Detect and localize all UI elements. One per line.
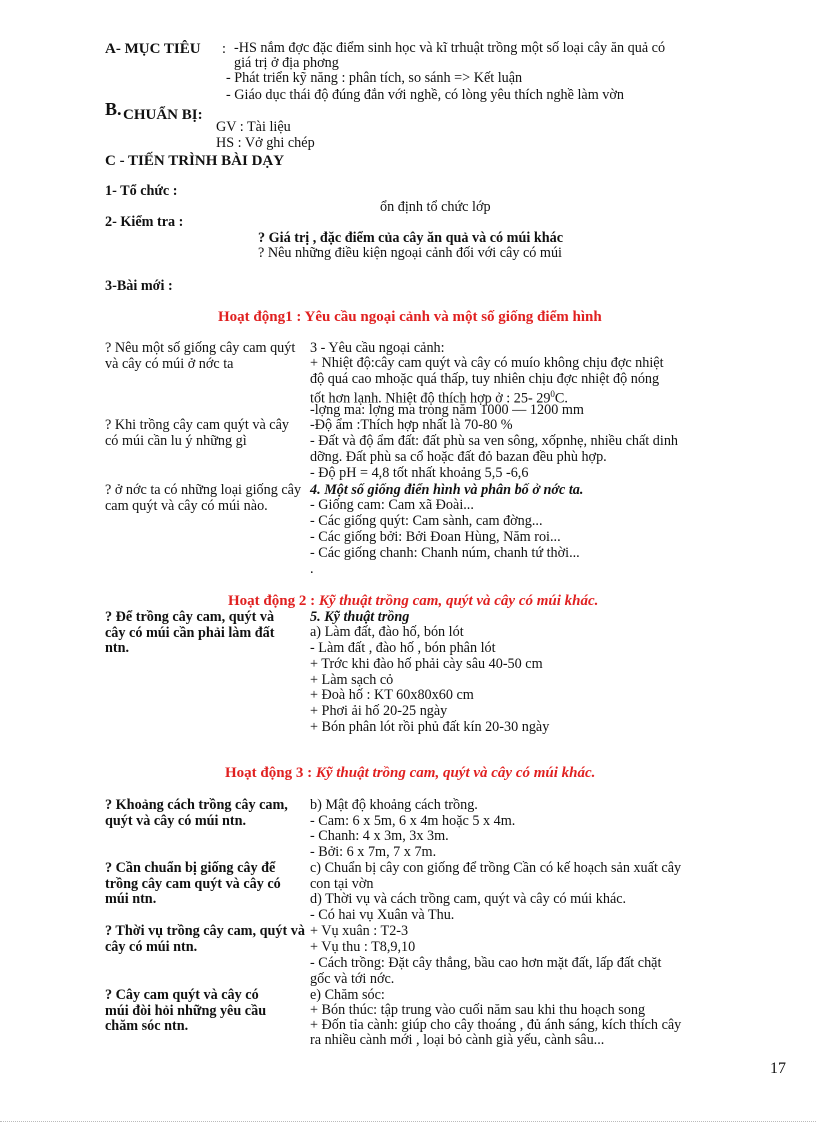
section-a-colon: : bbox=[222, 41, 226, 57]
prep-student: HS : Vở ghi chép bbox=[216, 135, 315, 151]
objective-line: - Phát triển kỹ năng : phân tích, so sánh => Kết luận bbox=[226, 70, 523, 86]
objective-line: giá trị ở địa phơng bbox=[234, 55, 339, 71]
hd2-question: ? Để trồng cây cam, quýt và cây có múi cần phải làm đất ntn. bbox=[105, 609, 275, 656]
section-b-label: CHUẨN BỊ: bbox=[123, 107, 203, 123]
kiem-tra-question: ? Nêu những điều kiện ngoại cảnh đối với cây có múi bbox=[258, 245, 562, 261]
hd3-question: ? Cần chuẩn bị giống cây để trồng cây cam quýt và cây có múi ntn. bbox=[105, 860, 281, 907]
hd3-answer-line: + Vụ thu : T8,9,10 bbox=[310, 939, 416, 955]
kiem-tra-question: ? Giá trị , đặc điểm của cây ăn quả và có múi khác bbox=[258, 230, 564, 246]
hd3-answer-line: con tại vờn bbox=[310, 876, 374, 892]
hd1-answer-line: - Các giống quýt: Cam sành, cam đờng... bbox=[310, 513, 543, 529]
hd2-answer-line: - Làm đất , đào hố , bón phân lót bbox=[310, 640, 496, 656]
hd3-answer-line: gốc và tới nớc. bbox=[310, 971, 395, 987]
activity-2-title bbox=[228, 594, 598, 610]
hd1-answer-line: - Độ pH = 4,8 tốt nhất khoảng 5,5 -6,6 bbox=[310, 465, 529, 481]
kiem-tra-label: 2- Kiểm tra : bbox=[105, 214, 184, 230]
section-a-label: A- MỤC TIÊU bbox=[105, 41, 201, 57]
section-c-label: C - TIẾN TRÌNH BÀI DẠY bbox=[105, 153, 285, 169]
hd3-answer-line: + Đốn tỉa cành: giúp cho cây thoáng , đủ ánh sáng, kích thích cây bbox=[310, 1017, 682, 1033]
activity-3-topic: Kỹ thuật trồng cam, quýt và cây có múi khác. bbox=[315, 765, 596, 781]
hd1-answer-line: - Giống cam: Cam xã Đoài... bbox=[310, 497, 474, 513]
hd3-answer-line: d) Thời vụ và cách trồng cam, quýt và cây có múi khác. bbox=[310, 891, 627, 907]
activity-3-prefix: Hoạt động 3 : bbox=[225, 765, 316, 781]
hd3-answer-line: b) Mật độ khoảng cách trồng. bbox=[310, 797, 478, 813]
hd1-answer-line: - Các giống chanh: Chanh núm, chanh tứ thời... bbox=[310, 545, 580, 561]
hd3-answer-line: - Bởi: 6 x 7m, 7 x 7m. bbox=[310, 844, 437, 860]
activity-2-prefix: Hoạt động 2 : bbox=[228, 593, 319, 609]
temperature-text: tốt hơn lạnh. Nhiệt độ thích hợp ở : 25- 29 bbox=[310, 390, 551, 407]
hd2-answer-line: + Phơi ải hố 20-25 ngày bbox=[310, 703, 448, 719]
activity-1-title: Hoạt động1 : Yêu cầu ngoại cảnh và một số giống điểm hình bbox=[218, 309, 602, 325]
hd3-question: ? Cây cam quýt và cây có múi đòi hỏi những yêu cầu chăm sóc ntn. bbox=[105, 987, 267, 1034]
hd1-question: ? Nêu một số giống cây cam quýt và cây có múi ở nớc ta bbox=[105, 340, 296, 372]
activity-3-title bbox=[225, 766, 595, 782]
prep-teacher: GV : Tài liệu bbox=[216, 119, 291, 135]
hd1-answer-line: -Độ ẩm :Thích hợp nhất là 70-80 % bbox=[310, 417, 513, 433]
hd1-answer-line: 3 - Yêu cầu ngoại cảnh: bbox=[310, 340, 445, 356]
hd1-answer-line: - Các giống bởi: Bởi Đoan Hùng, Năm roi... bbox=[310, 529, 561, 545]
hd2-answer-line: + Trớc khi đào hố phải cày sâu 40-50 cm bbox=[310, 656, 543, 672]
hd3-question: ? Khoảng cách trồng cây cam, quýt và cây có múi ntn. bbox=[105, 797, 288, 829]
objective-line: -HS nắm đợc đặc điểm sinh học và kĩ trhuật trồng một số loại cây ăn quả có bbox=[234, 40, 666, 56]
to-chuc-text: ổn định tổ chức lớp bbox=[380, 199, 491, 215]
activity-2-topic: Kỹ thuật trồng cam, quýt và cây có múi khác. bbox=[318, 593, 599, 609]
page-bottom-rule bbox=[0, 1121, 816, 1122]
hd3-answer-line: - Có hai vụ Xuân và Thu. bbox=[310, 907, 455, 923]
degree-superscript: 0 bbox=[550, 389, 555, 399]
hd1-answer-line: + Nhiệt độ:cây cam quýt và cây có muío không chịu đợc nhiệt bbox=[310, 355, 664, 371]
hd1-answer-line: . bbox=[310, 561, 314, 577]
hd2-subheading: 5. Kỹ thuật trồng bbox=[310, 609, 410, 625]
to-chuc-label: 1- Tổ chức : bbox=[105, 183, 178, 199]
temperature-unit: C. bbox=[554, 390, 568, 407]
hd1-answer-line: -lợng ma: lợng ma trong năm 1000 — 1200 mm bbox=[310, 402, 584, 418]
hd2-answer-line: a) Làm đất, đào hố, bón lót bbox=[310, 624, 464, 640]
bai-moi-label: 3-Bài mới : bbox=[105, 278, 173, 294]
hd1-answer-line: - Đất và độ ẩm đất: đất phù sa ven sông, xốpnhẹ, nhiều chất dinh bbox=[310, 433, 679, 449]
section-b-letter: B. bbox=[105, 99, 122, 119]
hd1-answer-line: dỡng. Đất phù sa cổ hoặc đất đỏ bazan đều phù hợp. bbox=[310, 449, 607, 465]
hd1-answer-line: độ quá cao mhoặc quá thấp, tuy nhiên chịu đợc nhiệt độ nóng bbox=[310, 371, 660, 387]
hd3-answer-line: - Cách trồng: Đặt cây thẳng, bầu cao hơn mặt đất, lấp đất chặt bbox=[310, 955, 662, 971]
hd2-answer-line: + Bón phân lót rồi phủ đất kín 20-30 ngày bbox=[310, 719, 550, 735]
hd2-answer-line: + Đoà hố : KT 60x80x60 cm bbox=[310, 687, 474, 703]
hd3-answer-line: c) Chuẩn bị cây con giống để trồng Cần có kế hoạch sản xuất cây bbox=[310, 860, 682, 876]
hd3-answer-line: + Bón thúc: tập trung vào cuối năm sau khi thu hoạch song bbox=[310, 1002, 646, 1018]
hd1-subheading: 4. Một số giống điển hình và phân bố ở nớc ta. bbox=[310, 482, 584, 498]
hd3-question: ? Thời vụ trồng cây cam, quýt và cây có múi ntn. bbox=[105, 923, 305, 955]
page-number: 17 bbox=[770, 1060, 786, 1077]
hd3-answer-line: + Vụ xuân : T2-3 bbox=[310, 923, 409, 939]
hd1-question: ? Khi trồng cây cam quýt và cây có múi cần lu ý những gì bbox=[105, 417, 289, 449]
hd3-answer-line: - Chanh: 4 x 3m, 3x 3m. bbox=[310, 828, 449, 844]
hd3-answer-line: ra nhiều cành mới , loại bỏ cành già yếu, cành sâu... bbox=[310, 1032, 605, 1048]
hd1-question: ? ở nớc ta có những loại giống cây cam quýt và cây có múi nào. bbox=[105, 482, 302, 514]
hd2-answer-line: + Làm sạch cỏ bbox=[310, 672, 394, 688]
hd3-answer-line: - Cam: 6 x 5m, 6 x 4m hoặc 5 x 4m. bbox=[310, 813, 516, 829]
hd3-answer-line: e) Chăm sóc: bbox=[310, 987, 385, 1003]
objective-line: - Giáo dục thái độ đúng đắn với nghề, có lòng yêu thích nghề làm vờn bbox=[226, 87, 624, 103]
